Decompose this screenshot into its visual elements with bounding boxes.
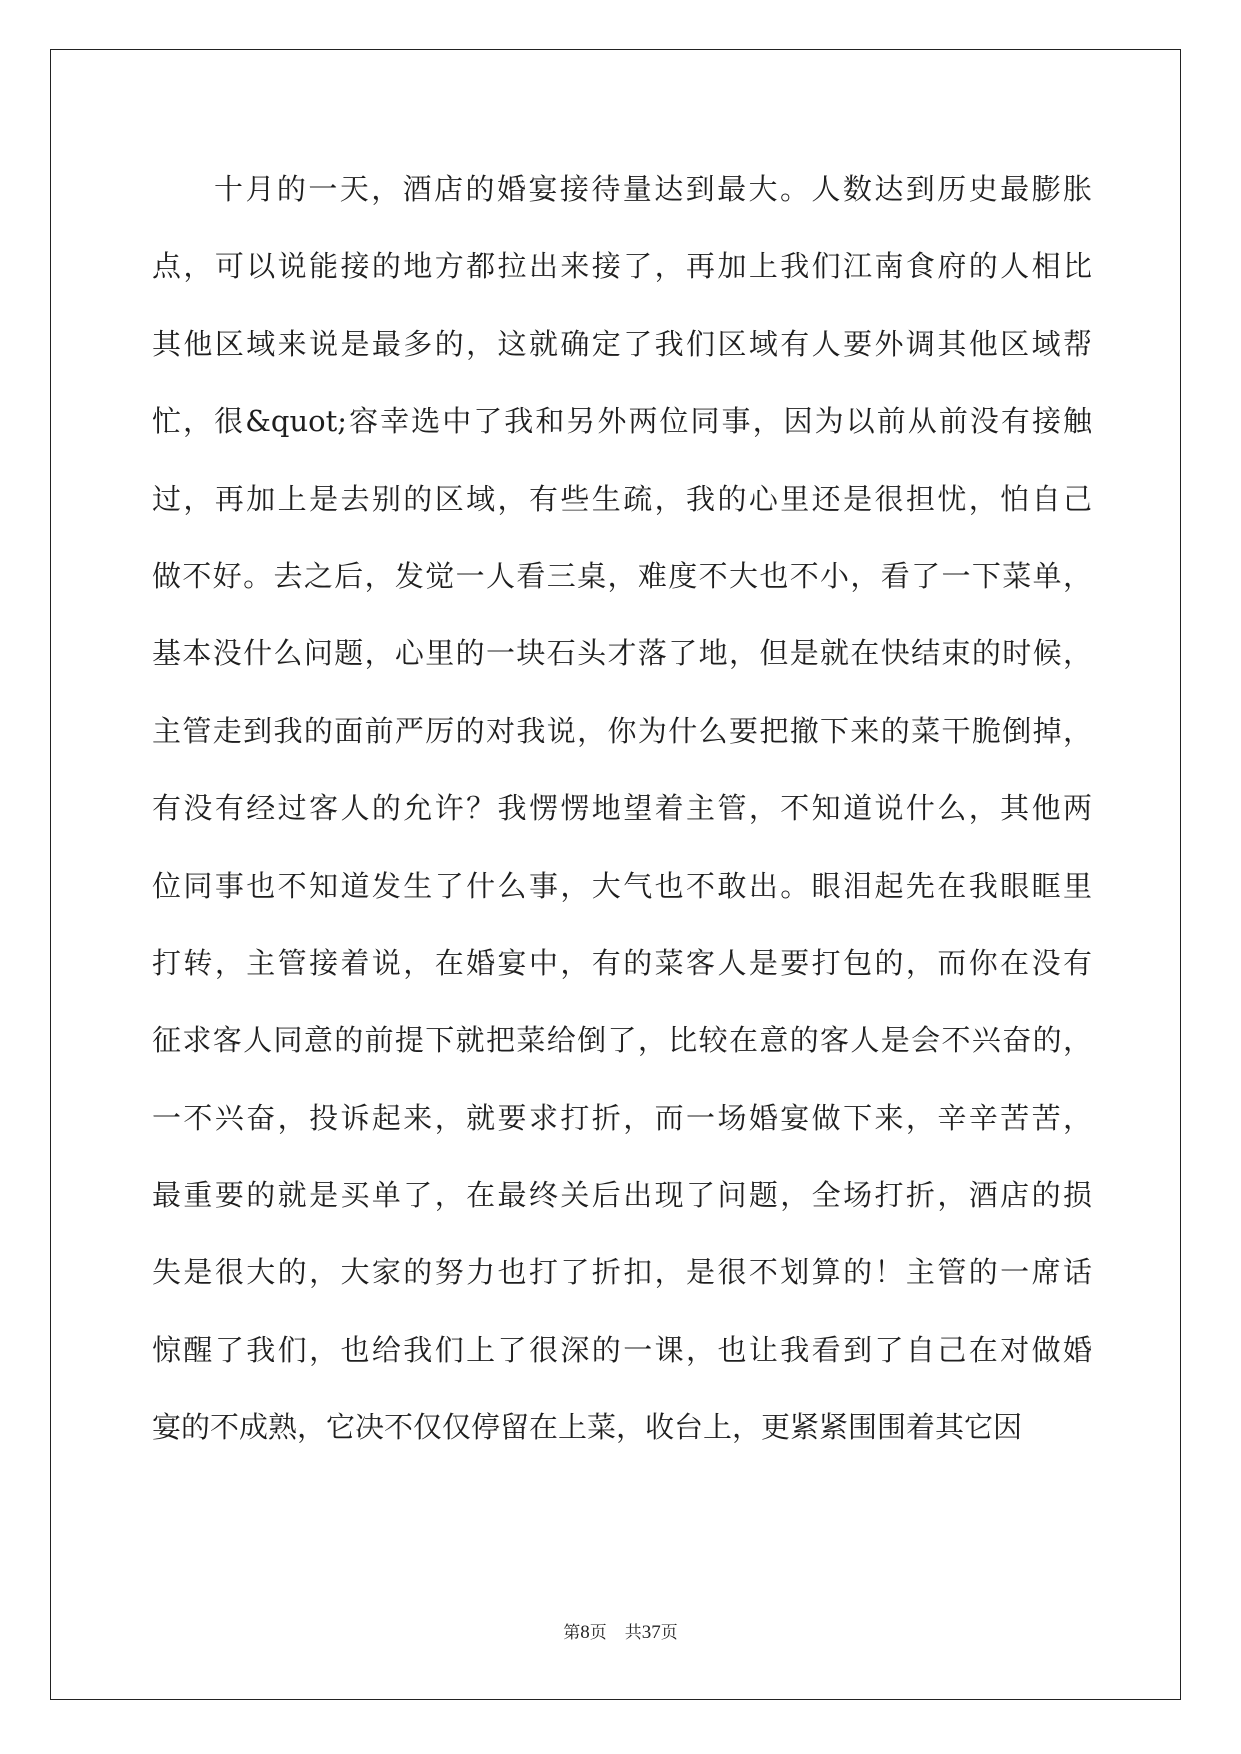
text-line: 打转，主管接着说，在婚宴中，有的菜客人是要打包的，而你在没有 xyxy=(152,945,1092,980)
text-line: 惊醒了我们，也给我们上了很深的一课，也让我看到了自己在对做婚 xyxy=(152,1332,1092,1367)
page-number: 8 xyxy=(580,1622,590,1643)
page-prefix: 第 xyxy=(563,1623,581,1643)
total-suffix: 页 xyxy=(660,1623,678,1643)
total-prefix: 共 xyxy=(624,1623,642,1643)
text-line: 有没有经过客人的允许？我愣愣地望着主管，不知道说什么，其他两 xyxy=(152,791,1092,826)
document-body xyxy=(152,160,1092,1476)
text-line: 位同事也不知道发生了什么事，大气也不敢出。眼泪起先在我眼眶里 xyxy=(152,868,1092,903)
text-line: 主管走到我的面前严厉的对我说，你为什么要把撤下来的菜干脆倒掉， xyxy=(152,713,1092,748)
text-line: 忙，很&quot;容幸选中了我和另外两位同事，因为以前从前没有接触 xyxy=(152,404,1092,439)
text-line: 其他区域来说是最多的，这就确定了我们区域有人要外调其他区域帮 xyxy=(152,326,1092,361)
text-line: 做不好。去之后，发觉一人看三桌，难度不大也不小，看了一下菜单， xyxy=(152,558,1092,593)
page-suffix: 页 xyxy=(589,1623,607,1643)
text-line: 一不兴奋，投诉起来，就要求打折，而一场婚宴做下来，辛辛苦苦， xyxy=(152,1100,1092,1135)
text-line: 失是很大的，大家的努力也打了折扣，是很不划算的！主管的一席话 xyxy=(152,1255,1092,1290)
text-line: 基本没什么问题，心里的一块石头才落了地，但是就在快结束的时候， xyxy=(152,636,1092,671)
page-footer xyxy=(0,1618,1241,1644)
text-line: 过，再加上是去别的区域，有些生疏，我的心里还是很担忧，怕自己 xyxy=(152,481,1092,516)
text-line: 点，可以说能接的地方都拉出来接了，再加上我们江南食府的人相比 xyxy=(152,249,1092,284)
text-line: 十月的一天，酒店的婚宴接待量达到最大。人数达到历史最膨胀 xyxy=(214,172,1092,206)
text-line: 最重要的就是买单了，在最终关后出现了问题，全场打折，酒店的损 xyxy=(152,1178,1092,1213)
text-line: 征求客人同意的前提下就把菜给倒了，比较在意的客人是会不兴奋的， xyxy=(152,1023,1092,1058)
total-pages: 37 xyxy=(641,1622,661,1643)
text-line: 宴的不成熟，它决不仅仅停留在上菜，收台上，更紧紧围围着其它因 xyxy=(152,1410,1023,1445)
